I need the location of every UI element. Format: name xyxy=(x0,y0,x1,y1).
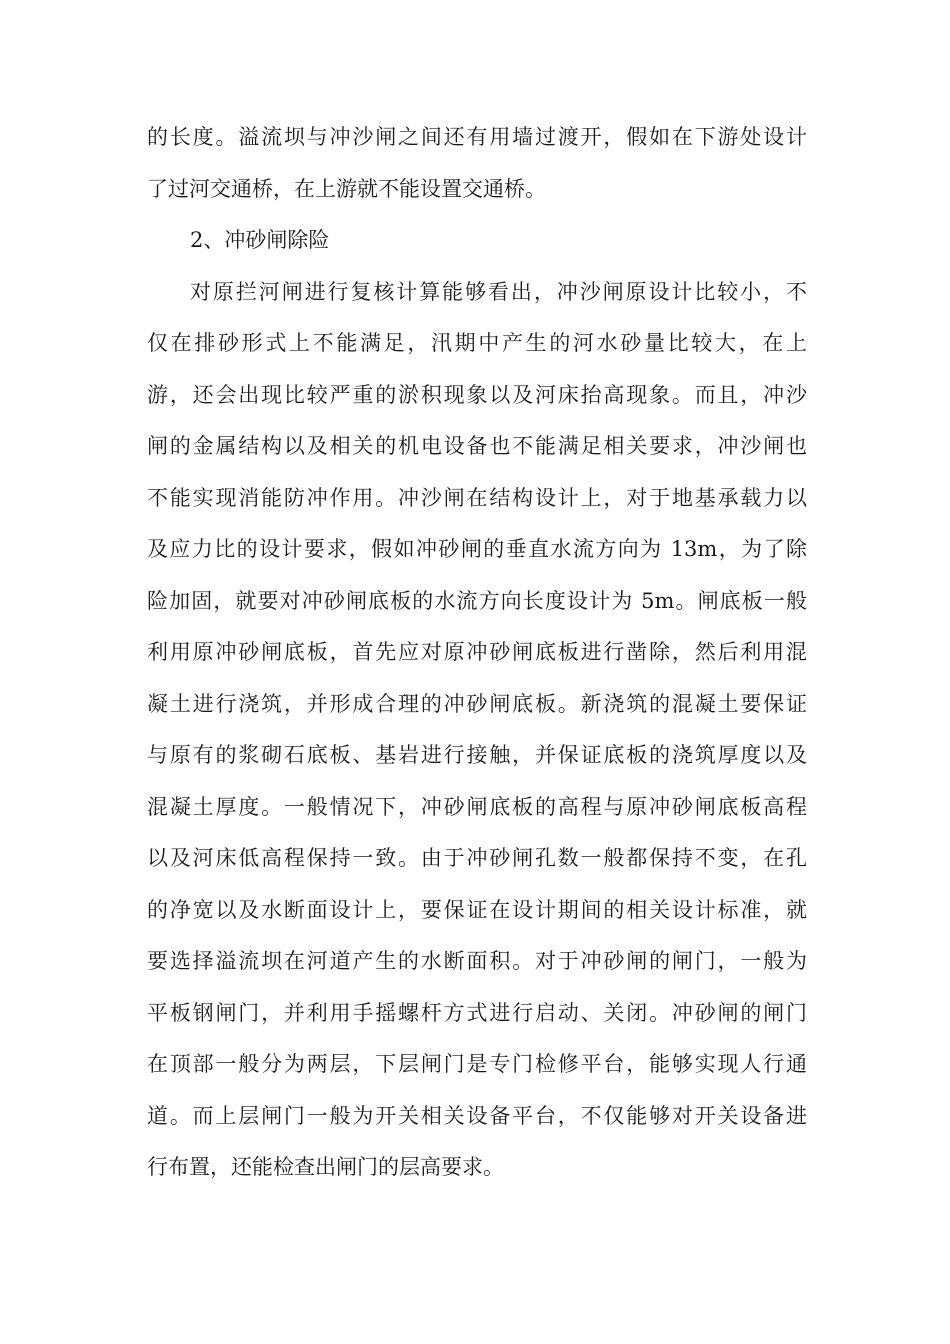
text-line: 行布置，还能检查出闸门的层高要求。 xyxy=(147,1155,504,1179)
text-line: 在顶部一般分为两层，下层闸门是专门检修平台，能够实现人行通 xyxy=(147,1052,807,1076)
text-line: 利用原冲砂闸底板，首先应对原冲砂闸底板进行凿除，然后利用混 xyxy=(147,640,807,664)
text-line: 游，还会出现比较严重的淤积现象以及河床抬高现象。而且，冲沙 xyxy=(147,382,807,407)
document-body xyxy=(147,117,807,1199)
text-line: 对原拦河闸进行复核计算能够看出，冲沙闸原设计比较小，不 xyxy=(190,279,807,304)
text-line: 了过河交通桥，在上游就不能设置交通桥。 xyxy=(147,176,546,201)
text-line: 平板钢闸门，并利用手摇螺杆方式进行启动、关闭。冲砂闸的闸门 xyxy=(147,1000,807,1025)
text-line: 与原有的浆砌石底板、基岩进行接触，并保证底板的浇筑厚度以及 xyxy=(147,743,807,767)
text-line: 不能实现消能防冲作用。冲沙闸在结构设计上，对于地基承载力以 xyxy=(147,485,807,510)
text-line: 仅在排砂形式上不能满足，汛期中产生的河水砂量比较大，在上 xyxy=(147,331,807,355)
text-line: 的净宽以及水断面设计上，要保证在设计期间的相关设计标准，就 xyxy=(147,897,807,922)
text-line: 道。而上层闸门一般为开关相关设备平台，不仅能够对开关设备进 xyxy=(147,1103,807,1128)
text-line: 的长度。溢流坝与冲沙闸之间还有用墙过渡开，假如在下游处设计 xyxy=(147,125,807,149)
text-line: 及应力比的设计要求，假如冲砂闸的垂直水流方向为 13m，为了除 xyxy=(147,537,807,561)
text-line: 要选择溢流坝在河道产生的水断面积。对于冲砂闸的闸门，一般为 xyxy=(147,949,807,973)
text-line: 险加固，就要对冲砂闸底板的水流方向长度设计为 5m。闸底板一般 xyxy=(147,588,807,613)
text-line: 以及河床低高程保持一致。由于冲砂闸孔数一般都保持不变，在孔 xyxy=(147,846,807,870)
text-line: 混凝土厚度。一般情况下，冲砂闸底板的高程与原冲砂闸底板高程 xyxy=(147,794,807,819)
text-line: 凝土进行浇筑，并形成合理的冲砂闸底板。新浇筑的混凝土要保证 xyxy=(147,691,807,716)
section-heading: 2、冲砂闸除险 xyxy=(190,228,330,252)
text-line: 闸的金属结构以及相关的机电设备也不能满足相关要求，冲沙闸也 xyxy=(147,434,807,458)
